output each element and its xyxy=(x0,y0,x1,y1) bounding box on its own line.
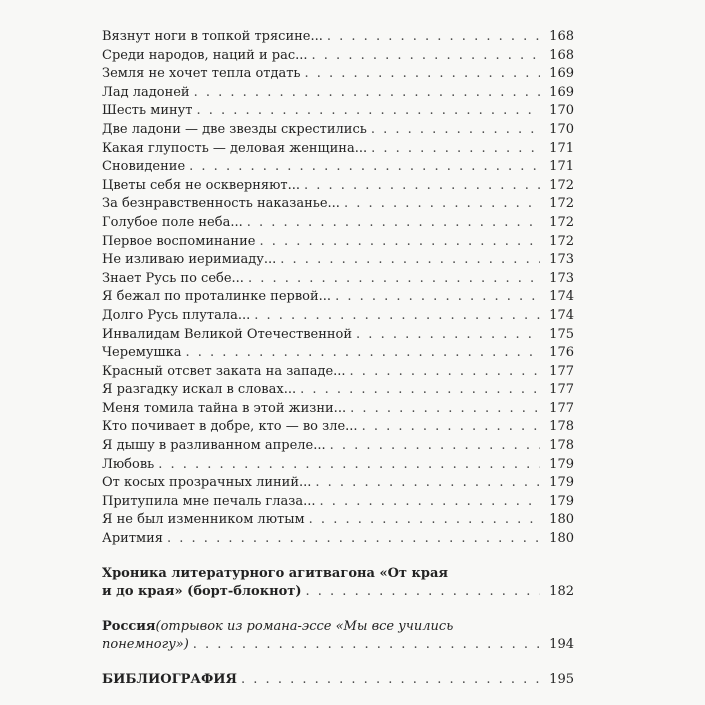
russia-title: Россия xyxy=(102,618,156,634)
leader-dots xyxy=(197,102,541,121)
leader-dots xyxy=(248,270,540,289)
toc-entry-page-number: 172 xyxy=(549,214,574,230)
toc-entry xyxy=(102,511,574,530)
leader-dots xyxy=(356,326,540,345)
table-of-contents xyxy=(102,28,574,690)
toc-entry xyxy=(102,65,574,84)
section-chronicle xyxy=(102,565,574,602)
leader-dots xyxy=(254,307,540,326)
toc-entry xyxy=(102,493,574,512)
toc-entry xyxy=(102,121,574,140)
leader-dots xyxy=(300,381,540,400)
toc-entry-title: Инвалидам Великой Отечественной xyxy=(102,326,353,342)
toc-entry-page-number: 176 xyxy=(549,345,574,361)
toc-entry xyxy=(102,214,574,233)
toc-entry-page-number: 174 xyxy=(549,289,574,305)
toc-entry-page-number: 177 xyxy=(549,400,574,416)
leader-dots xyxy=(309,511,540,530)
bibliography-line xyxy=(102,671,574,690)
toc-entry xyxy=(102,47,574,66)
leader-dots xyxy=(344,195,540,214)
toc-entry-page-number: 171 xyxy=(549,159,574,175)
toc-entry-page-number: 180 xyxy=(549,531,574,547)
leader-dots xyxy=(371,121,540,140)
toc-entry-page-number: 169 xyxy=(549,66,574,82)
toc-entry xyxy=(102,344,574,363)
toc-entry xyxy=(102,140,574,159)
toc-entry xyxy=(102,195,574,214)
toc-entry-title: Я дышу в разливанном апреле... xyxy=(102,438,326,454)
toc-entry-title: От косых прозрачных линий... xyxy=(102,475,312,491)
bibliography-page-number: 195 xyxy=(549,672,574,687)
leader-dots xyxy=(194,84,540,103)
toc-entry-page-number: 170 xyxy=(549,103,574,119)
toc-entry xyxy=(102,84,574,103)
toc-entry-page-number: 172 xyxy=(549,177,574,193)
leader-dots xyxy=(280,251,540,270)
toc-entry-title: Красный отсвет заката на западе... xyxy=(102,363,346,379)
toc-entry-page-number: 180 xyxy=(549,512,574,528)
toc-entry-page-number: 169 xyxy=(549,84,574,100)
chronicle-line-2 xyxy=(102,583,574,602)
toc-entry-page-number: 175 xyxy=(549,326,574,342)
russia-subtitle-line-1: (отрывок из романа-эссе «Мы все учились xyxy=(155,618,454,634)
russia-line-2 xyxy=(102,636,574,655)
leader-dots xyxy=(193,636,540,655)
toc-entry xyxy=(102,177,574,196)
leader-dots xyxy=(185,344,540,363)
toc-entry xyxy=(102,530,574,549)
toc-entry xyxy=(102,288,574,307)
section-russia xyxy=(102,618,574,655)
toc-entry-page-number: 179 xyxy=(549,475,574,491)
toc-entry-title: Первое воспоминание xyxy=(102,233,256,249)
toc-entry xyxy=(102,418,574,437)
toc-entry-title: Аритмия xyxy=(102,531,164,547)
toc-entry-title: Шесть минут xyxy=(102,103,193,119)
toc-entry-page-number: 178 xyxy=(549,419,574,435)
toc-entry xyxy=(102,456,574,475)
toc-entry-page-number: 170 xyxy=(549,121,574,137)
toc-entry-page-number: 178 xyxy=(549,438,574,454)
toc-entry-page-number: 174 xyxy=(549,307,574,323)
toc-entry xyxy=(102,270,574,289)
leader-dots xyxy=(259,233,540,252)
toc-entry-title: Сновидение xyxy=(102,159,186,175)
leader-dots xyxy=(350,363,540,382)
chronicle-title-line-2: и до края» (борт-блокнот) xyxy=(102,584,302,600)
toc-entry-title: Черемушка xyxy=(102,345,182,361)
chronicle-title-line-1: Хроника литературного агитвагона «От края xyxy=(102,565,448,581)
leader-dots xyxy=(371,140,540,159)
leader-dots xyxy=(247,214,540,233)
toc-entry-title: За безнравственность наказанье... xyxy=(102,196,340,212)
toc-entry-title: Кто почивает в добре, кто — во зле... xyxy=(102,419,358,435)
toc-entry-page-number: 171 xyxy=(549,140,574,156)
leader-dots xyxy=(167,530,540,549)
toc-entry xyxy=(102,28,574,47)
toc-entry-page-number: 172 xyxy=(549,196,574,212)
toc-entry-page-number: 177 xyxy=(549,382,574,398)
toc-entry-title: Я не был изменником лютым xyxy=(102,512,305,528)
leader-dots xyxy=(319,493,540,512)
toc-entry xyxy=(102,326,574,345)
toc-entry-title: Вязнут ноги в топкой трясине... xyxy=(102,29,323,44)
leader-dots xyxy=(315,474,540,493)
toc-entry-title: Две ладони — две звезды скрестились xyxy=(102,121,367,137)
leader-dots xyxy=(350,400,540,419)
chronicle-page-number: 182 xyxy=(549,584,574,600)
leader-dots xyxy=(305,65,541,84)
russia-line-1 xyxy=(102,618,574,637)
toc-entry xyxy=(102,307,574,326)
toc-entry-title: Долго Русь плутала... xyxy=(102,307,251,323)
toc-entry-title: Какая глупость — деловая женщина... xyxy=(102,140,368,156)
toc-entry-title: Лад ладоней xyxy=(102,84,190,100)
toc-entry xyxy=(102,251,574,270)
chronicle-line-1 xyxy=(102,565,574,584)
leader-dots xyxy=(327,28,540,47)
leader-dots xyxy=(362,418,540,437)
leader-dots xyxy=(189,158,540,177)
toc-entry-title: Знает Русь по себе... xyxy=(102,270,244,286)
leader-dots xyxy=(306,583,540,602)
toc-entry xyxy=(102,437,574,456)
toc-entry-title: Меня томила тайна в этой жизни... xyxy=(102,400,347,416)
russia-subtitle-line-2: понемногу») xyxy=(102,637,189,653)
toc-entry xyxy=(102,102,574,121)
bibliography-title: БИБЛИОГРАФИЯ xyxy=(102,672,238,687)
toc-entry-title: Среди народов, наций и рас... xyxy=(102,47,308,63)
toc-entries xyxy=(102,28,574,549)
toc-entry-page-number: 172 xyxy=(549,233,574,249)
leader-dots xyxy=(158,456,540,475)
toc-entry xyxy=(102,158,574,177)
toc-entry-title: Притупила мне печаль глаза... xyxy=(102,493,316,509)
toc-entry-page-number: 179 xyxy=(549,456,574,472)
toc-entry-page-number: 168 xyxy=(549,29,574,44)
toc-entry-page-number: 179 xyxy=(549,493,574,509)
leader-dots xyxy=(241,671,540,690)
toc-entry xyxy=(102,474,574,493)
toc-entry-page-number: 168 xyxy=(549,47,574,63)
section-bibliography xyxy=(102,671,574,690)
toc-entry-title: Голубое поле неба... xyxy=(102,214,243,230)
toc-entry xyxy=(102,363,574,382)
toc-entry xyxy=(102,381,574,400)
leader-dots xyxy=(312,47,540,66)
toc-entry-page-number: 177 xyxy=(549,363,574,379)
russia-page-number: 194 xyxy=(549,637,574,653)
toc-entry-title: Я бежал по проталинке первой... xyxy=(102,289,332,305)
leader-dots xyxy=(335,288,540,307)
toc-entry-title: Любовь xyxy=(102,456,155,472)
toc-entry xyxy=(102,233,574,252)
toc-entry-page-number: 173 xyxy=(549,252,574,268)
leader-dots xyxy=(330,437,540,456)
toc-entry-title: Земля не хочет тепла отдать xyxy=(102,66,301,82)
toc-entry-title: Не изливаю иеримиаду... xyxy=(102,252,277,268)
toc-entry xyxy=(102,400,574,419)
toc-entry-title: Я разгадку искал в словах... xyxy=(102,382,297,398)
toc-entry-page-number: 173 xyxy=(549,270,574,286)
toc-entry-title: Цветы себя не оскверняют... xyxy=(102,177,300,193)
leader-dots xyxy=(304,177,540,196)
